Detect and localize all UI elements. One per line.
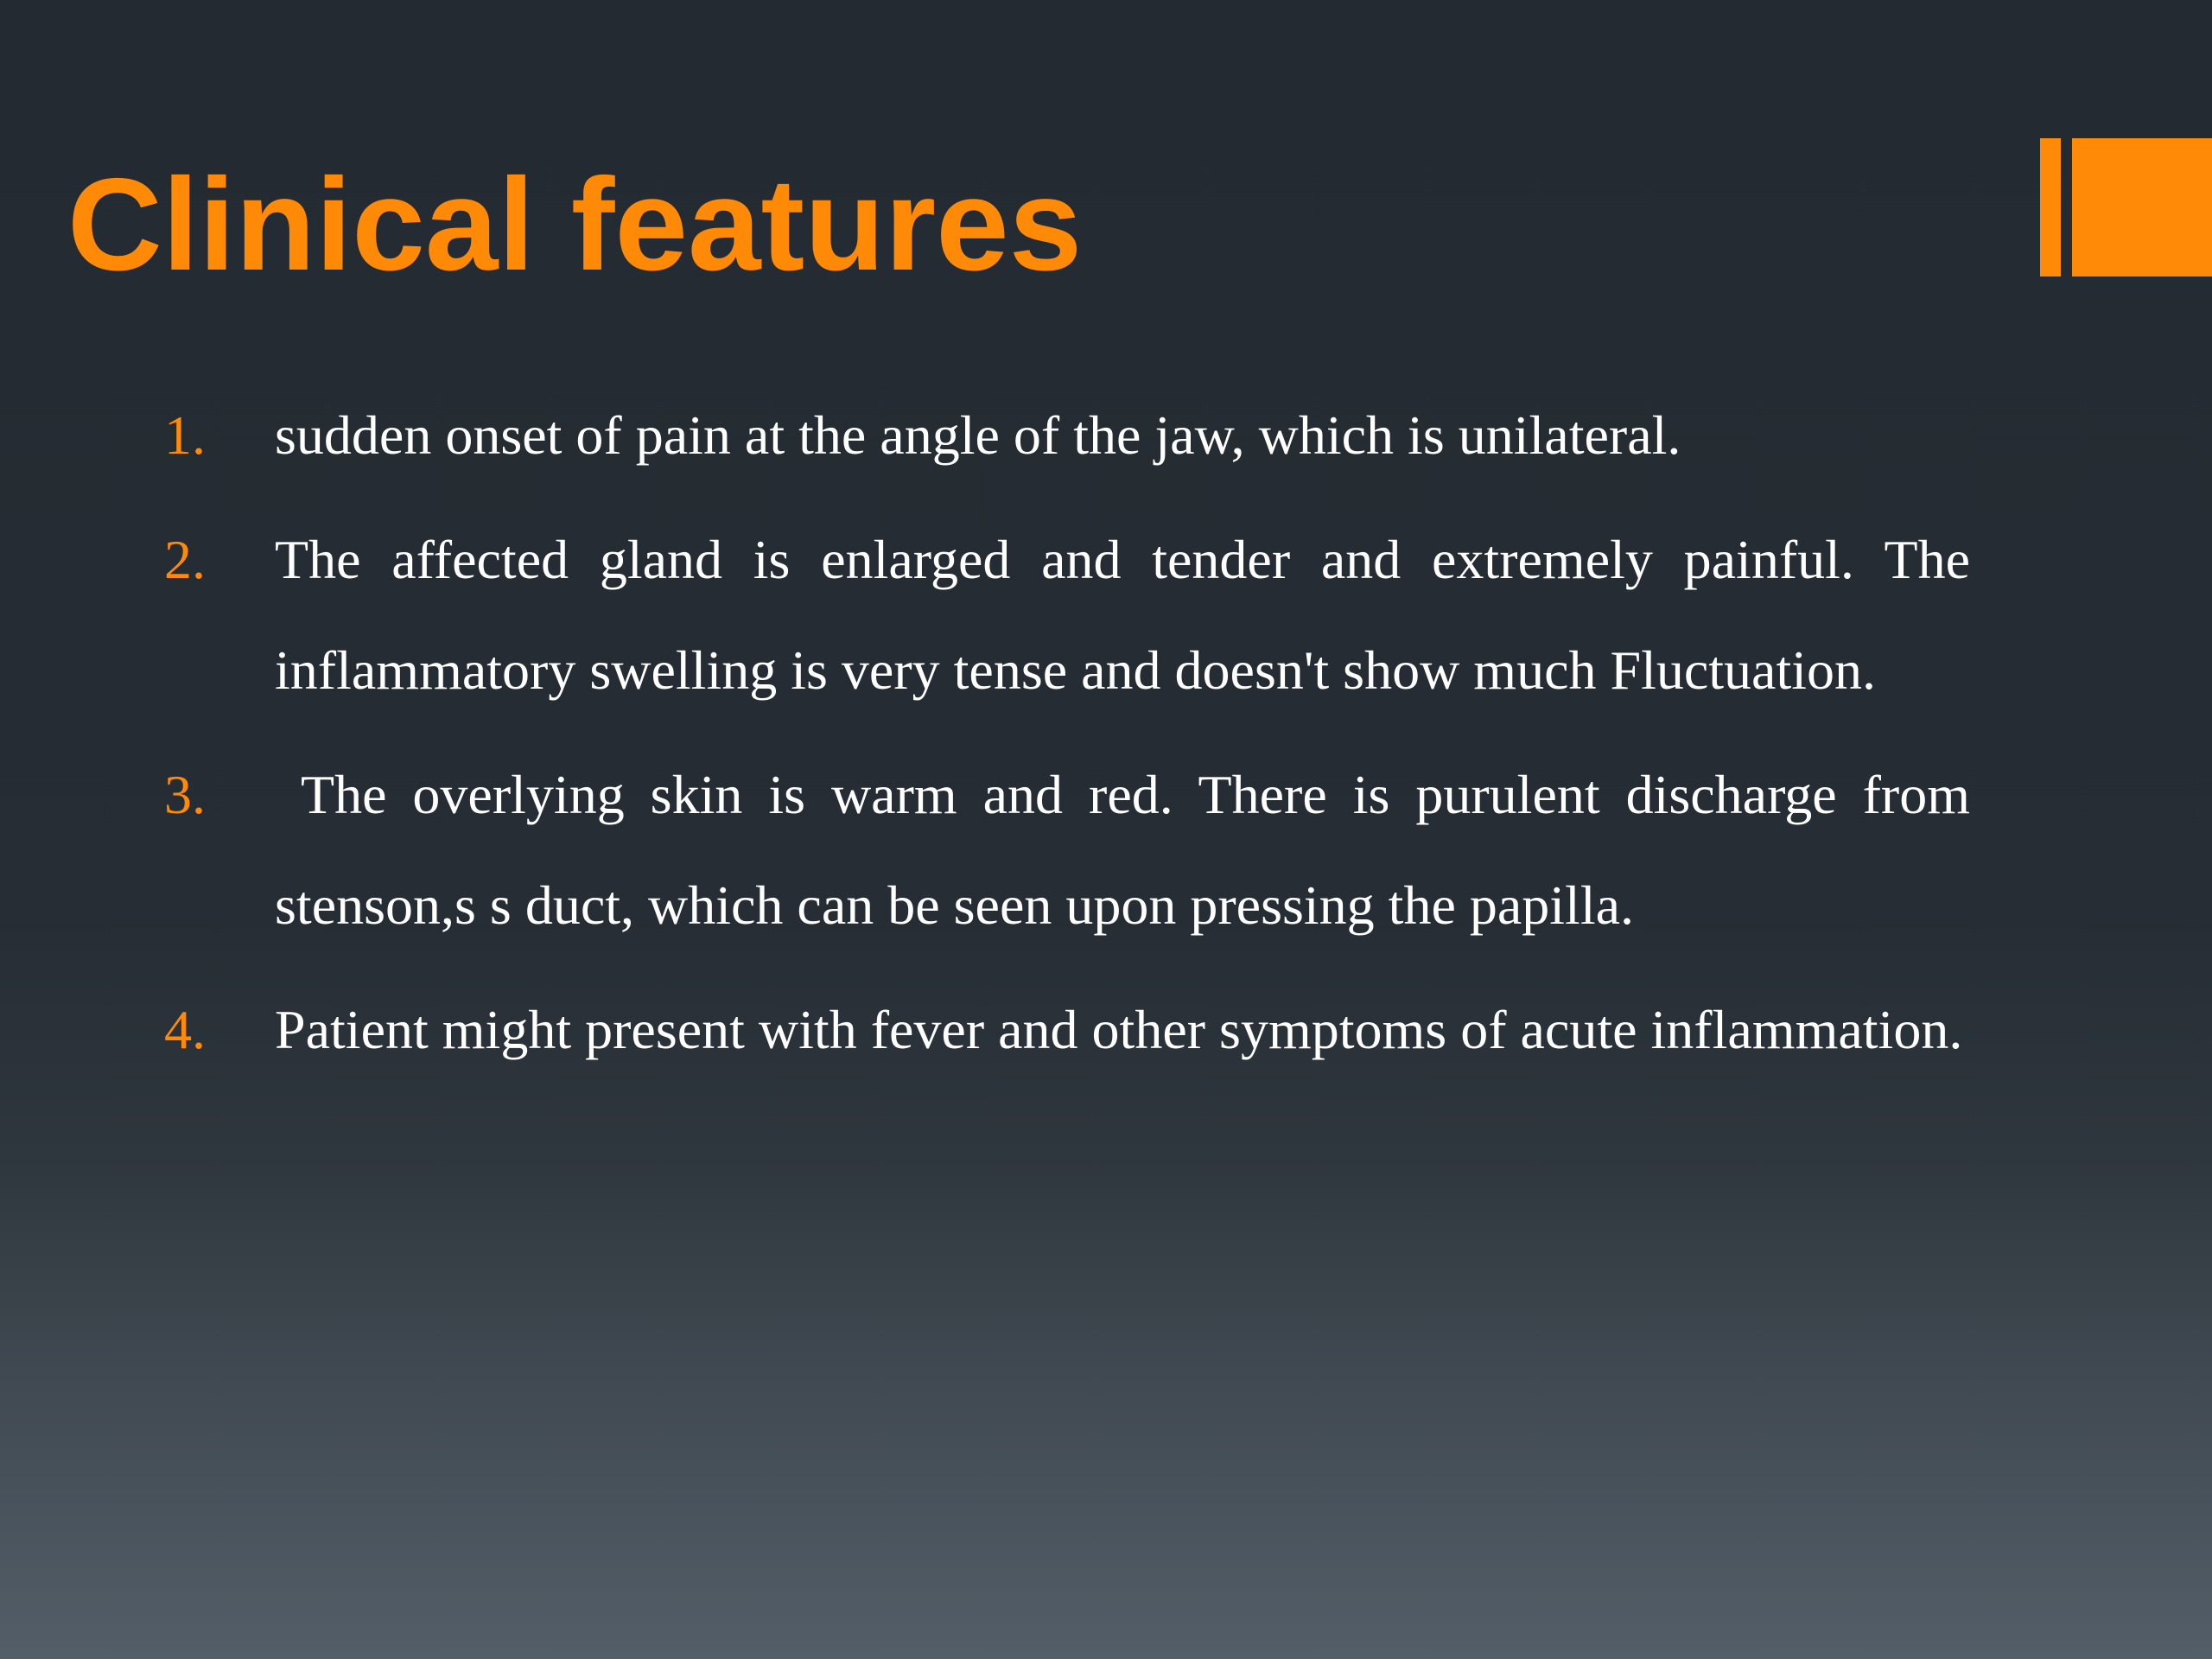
slide-title: Clinical features [67,151,1083,298]
list-item-number: 2. [164,529,206,590]
clinical-features-list [156,380,1985,1099]
list-item-text: Patient might present with fever and other symptoms of acute inflammation. [275,999,1963,1060]
accent-bar-block [2072,138,2212,276]
list-item-number: 4. [164,999,206,1060]
list-item-1 [156,380,1970,491]
list-item-text: The affected gland is enlarged and tender and extremely painful. The inflammatory swelling is very tense and doesn't show much Fluctuation. [275,529,1970,701]
list-item-3 [156,740,1985,961]
list-item-text: sudden onset of pain at the angle of the jaw, which is unilateral. [275,404,1681,466]
list-item-number: 1. [164,404,206,466]
list-item-4 [156,975,1970,1085]
list-item-number: 3. [164,764,206,825]
accent-bar-thin [2040,138,2061,276]
list-item-2 [156,505,1970,726]
list-item-text: The overlying skin is warm and red. There is purulent discharge from stenson,s s duct, which can be seen upon pressing the papilla. [275,764,1985,936]
